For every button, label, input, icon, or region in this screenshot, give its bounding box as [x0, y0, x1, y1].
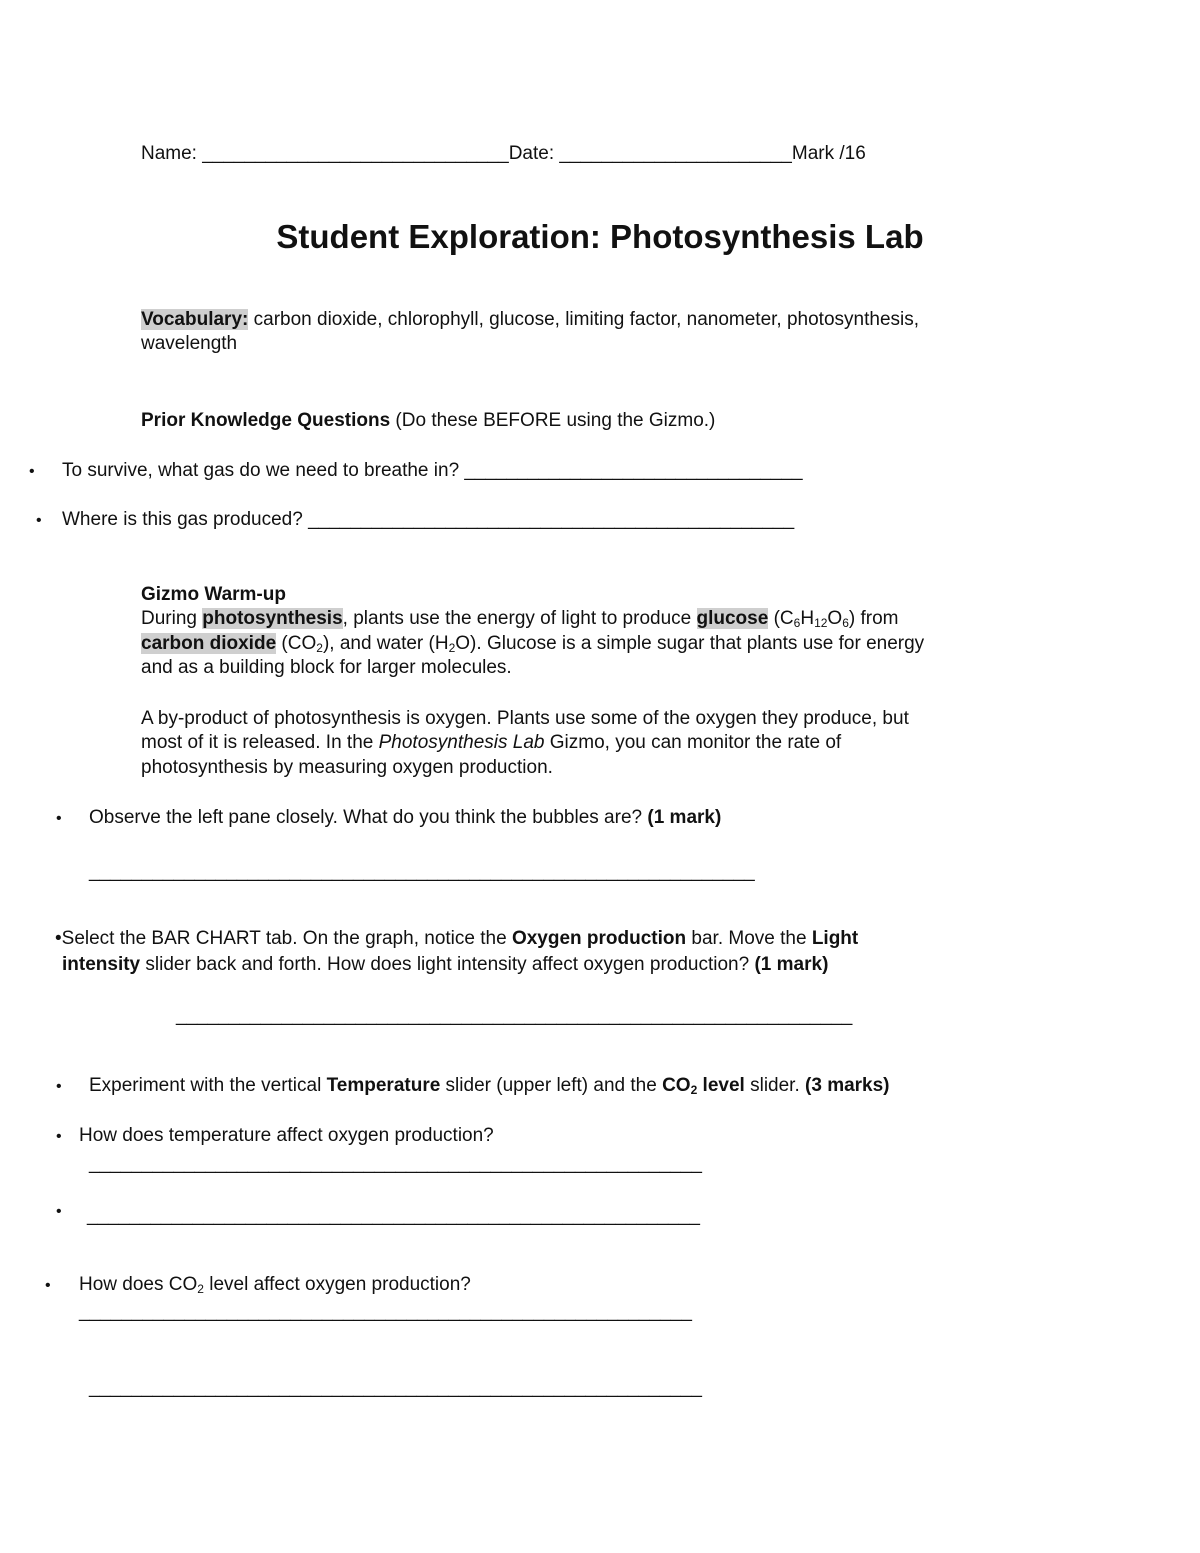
- name-label: Name:: [141, 143, 203, 164]
- bullet-icon: •: [29, 463, 35, 480]
- answer-field[interactable]: __________________________________________________________: [79, 1301, 692, 1322]
- bullet-icon: •: [36, 512, 42, 529]
- bullet-icon: •: [56, 1128, 62, 1145]
- bullet-icon: •: [56, 1078, 62, 1095]
- question-bubbles: Observe the left pane closely. What do you think the bubbles are? (1 mark): [89, 807, 722, 828]
- page-title: Student Exploration: Photosynthesis Lab: [276, 218, 924, 255]
- date-label: Date:: [508, 143, 560, 164]
- warmup-p1-line-3: and as a building block for larger molecules.: [141, 657, 512, 678]
- warmup-p2-line-2: most of it is released. In the Photosynthesis Lab Gizmo, you can monitor the rate of: [141, 732, 842, 753]
- warmup-p2-line-3: photosynthesis by measuring oxygen production.: [141, 757, 553, 778]
- prior-question-1: To survive, what gas do we need to breathe in? ________________________________: [62, 460, 803, 481]
- mark-value: (1 mark): [647, 807, 722, 828]
- vocab-term-glucose: glucose: [696, 608, 769, 629]
- mark-label: Mark /16: [791, 143, 866, 164]
- answer-field[interactable]: __________________________________________________________: [87, 1205, 700, 1226]
- question-temperature-effect: How does temperature affect oxygen production?: [79, 1125, 494, 1146]
- warmup-p2-line-1: A by-product of photosynthesis is oxygen. Plants use some of the oxygen they produce, but: [141, 708, 909, 729]
- name-field[interactable]: _____________________________: [202, 143, 509, 164]
- question-temperature: Experiment with the vertical Temperature slider (upper left) and the $CO_2$ level slider. (3 marks): [89, 1075, 890, 1097]
- prior-question-2: Where is this gas produced? ______________________________________________: [62, 509, 795, 530]
- vocabulary-label: Vocabulary:: [141, 309, 249, 330]
- mark-value: (1 mark): [754, 954, 829, 975]
- bullet-icon: •: [45, 1277, 51, 1294]
- question-light-line-1: •Select the BAR CHART tab. On the graph, notice the Oxygen production bar. Move the Light: [55, 928, 859, 949]
- vocab-term-photosynthesis: photosynthesis: [202, 608, 343, 629]
- answer-field[interactable]: ________________________________: [464, 460, 803, 481]
- warmup-p1-line-2: carbon dioxide $(CO_2)$, and water $(H_2O)$. Glucose is a simple sugar that plants use for energy: [141, 633, 925, 655]
- bullet-icon: •: [55, 928, 62, 949]
- question-co2-effect: How does $CO_2$ level affect oxygen production?: [79, 1274, 471, 1296]
- warmup-p1-line-1: During photosynthesis, plants use the energy of light to produce glucose $(C_6H_{12}O_6)$ from: [141, 608, 899, 630]
- gizmo-name: Photosynthesis Lab: [378, 732, 545, 753]
- bullet-icon: •: [56, 1203, 62, 1220]
- answer-field[interactable]: __________________________________________________________: [89, 1377, 702, 1398]
- vocabulary-line-2: wavelength: [141, 333, 238, 354]
- vocab-term-carbon-dioxide: carbon dioxide: [141, 633, 277, 654]
- warmup-heading: Gizmo Warm-up: [141, 584, 286, 605]
- vocabulary-terms: carbon dioxide, chlorophyll, glucose, limiting factor, nanometer, photosynthesis,: [248, 309, 920, 330]
- answer-field[interactable]: ______________________________________________: [308, 509, 795, 530]
- prior-knowledge-heading: Prior Knowledge Questions (Do these BEFORE using the Gizmo.): [141, 410, 716, 431]
- answer-field[interactable]: _______________________________________________________________: [89, 861, 755, 882]
- question-light-line-2: intensity slider back and forth. How does light intensity affect oxygen production? (1 mark): [62, 954, 829, 975]
- vocabulary-line-1: [141, 308, 919, 332]
- mark-value: (3 marks): [805, 1075, 890, 1096]
- bullet-icon: •: [56, 810, 62, 827]
- header-line: [141, 142, 866, 166]
- date-field[interactable]: ______________________: [559, 143, 792, 164]
- answer-field[interactable]: __________________________________________________________: [89, 1153, 702, 1174]
- answer-field[interactable]: ________________________________________________________________: [176, 1005, 853, 1026]
